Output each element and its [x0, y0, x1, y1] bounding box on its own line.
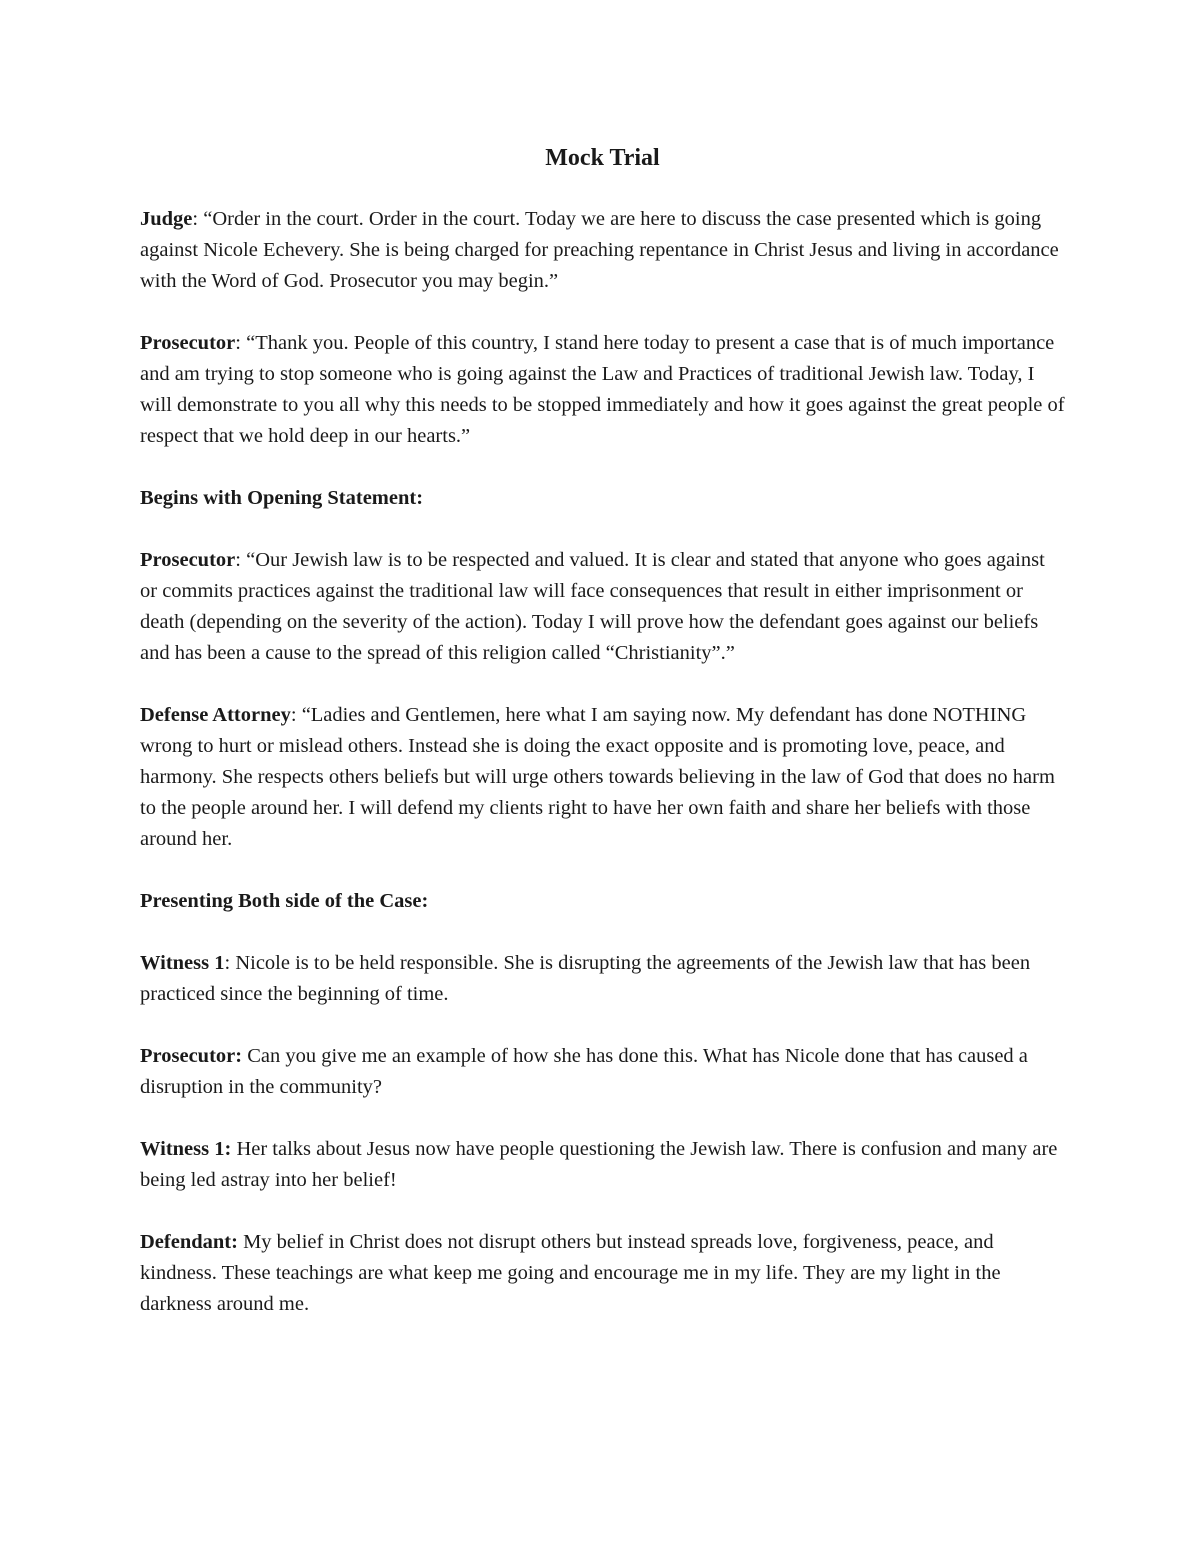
dialogue-paragraph [140, 545, 1065, 669]
dialogue-text: “Ladies and Gentlemen, here what I am saying now. My defendant has done NOTHING wrong to hurt or mislead others. Instead she is doing the exact opposite and is promoting love, peace, and harmony. She respects others beliefs but will urge others towards believing in the law of God that does no harm to the people around her. I will defend my clients right to have her own faith and share her beliefs with those around her. [140, 704, 1055, 850]
speaker-label: Prosecutor: [140, 1045, 243, 1067]
dialogue-text: Her talks about Jesus now have people questioning the Jewish law. There is confusion and many are being led astray into her belief! [140, 1138, 1058, 1191]
speaker-label: Prosecutor [140, 549, 236, 571]
speaker-label: Defense Attorney [140, 704, 291, 726]
speaker-separator: : [235, 549, 247, 571]
section-heading: Begins with Opening Statement: [140, 487, 424, 509]
speaker-label: Witness 1 [140, 952, 225, 974]
dialogue-paragraph [140, 700, 1065, 855]
dialogue-text: My belief in Christ does not disrupt others but instead spreads love, forgiveness, peace, and kindness. These teachings are what keep me going and encourage me in my life. They are my light in the darkness around me. [140, 1231, 1001, 1315]
dialogue-text: “Thank you. People of this country, I stand here today to present a case that is of much importance and am trying to stop someone who is going against the Law and Practices of traditional Jewish law. Today, I will demonstrate to you all why this needs to be stopped immediately and how it goes against the great people of respect that we hold deep in our hearts.” [140, 332, 1065, 447]
speaker-label: Prosecutor [140, 332, 236, 354]
dialogue-paragraph [140, 1227, 1065, 1320]
speaker-label: Judge [140, 208, 193, 230]
speaker-separator: : [192, 208, 204, 230]
dialogue-paragraph [140, 328, 1065, 452]
document-title: Mock Trial [545, 145, 660, 171]
dialogue-text: Nicole is to be held responsible. She is disrupting the agreements of the Jewish law that has been practiced since the beginning of time. [140, 952, 1031, 1005]
dialogue-paragraph [140, 1134, 1065, 1196]
speaker-separator: : [224, 952, 236, 974]
speaker-label: Witness 1: [140, 1138, 232, 1160]
document-page [140, 140, 1065, 1351]
dialogue-paragraph [140, 1041, 1065, 1103]
dialogue-paragraph [140, 948, 1065, 1010]
speaker-label: Defendant: [140, 1231, 238, 1253]
dialogue-paragraph [140, 204, 1065, 297]
dialogue-text: “Order in the court. Order in the court. Today we are here to discuss the case presented which is going against Nicole Echevery. She is being charged for preaching repentance in Christ Jesus and living in accordance with the Word of God. Prosecutor you may begin.” [140, 208, 1059, 292]
speaker-separator: : [235, 332, 247, 354]
dialogue-text: “Our Jewish law is to be respected and valued. It is clear and stated that anyone who goes against or commits practices against the traditional law will face consequences that result in either imprisonment or death (depending on the severity of the action). Today I will prove how the defendant goes against our beliefs and has been a cause to the spread of this religion called “Christianity”.” [140, 549, 1045, 664]
dialogue-text: Can you give me an example of how she has done this. What has Nicole done that has caused a disruption in the community? [140, 1045, 1028, 1098]
section-heading: Presenting Both side of the Case: [140, 890, 429, 912]
speaker-separator: : [290, 704, 302, 726]
